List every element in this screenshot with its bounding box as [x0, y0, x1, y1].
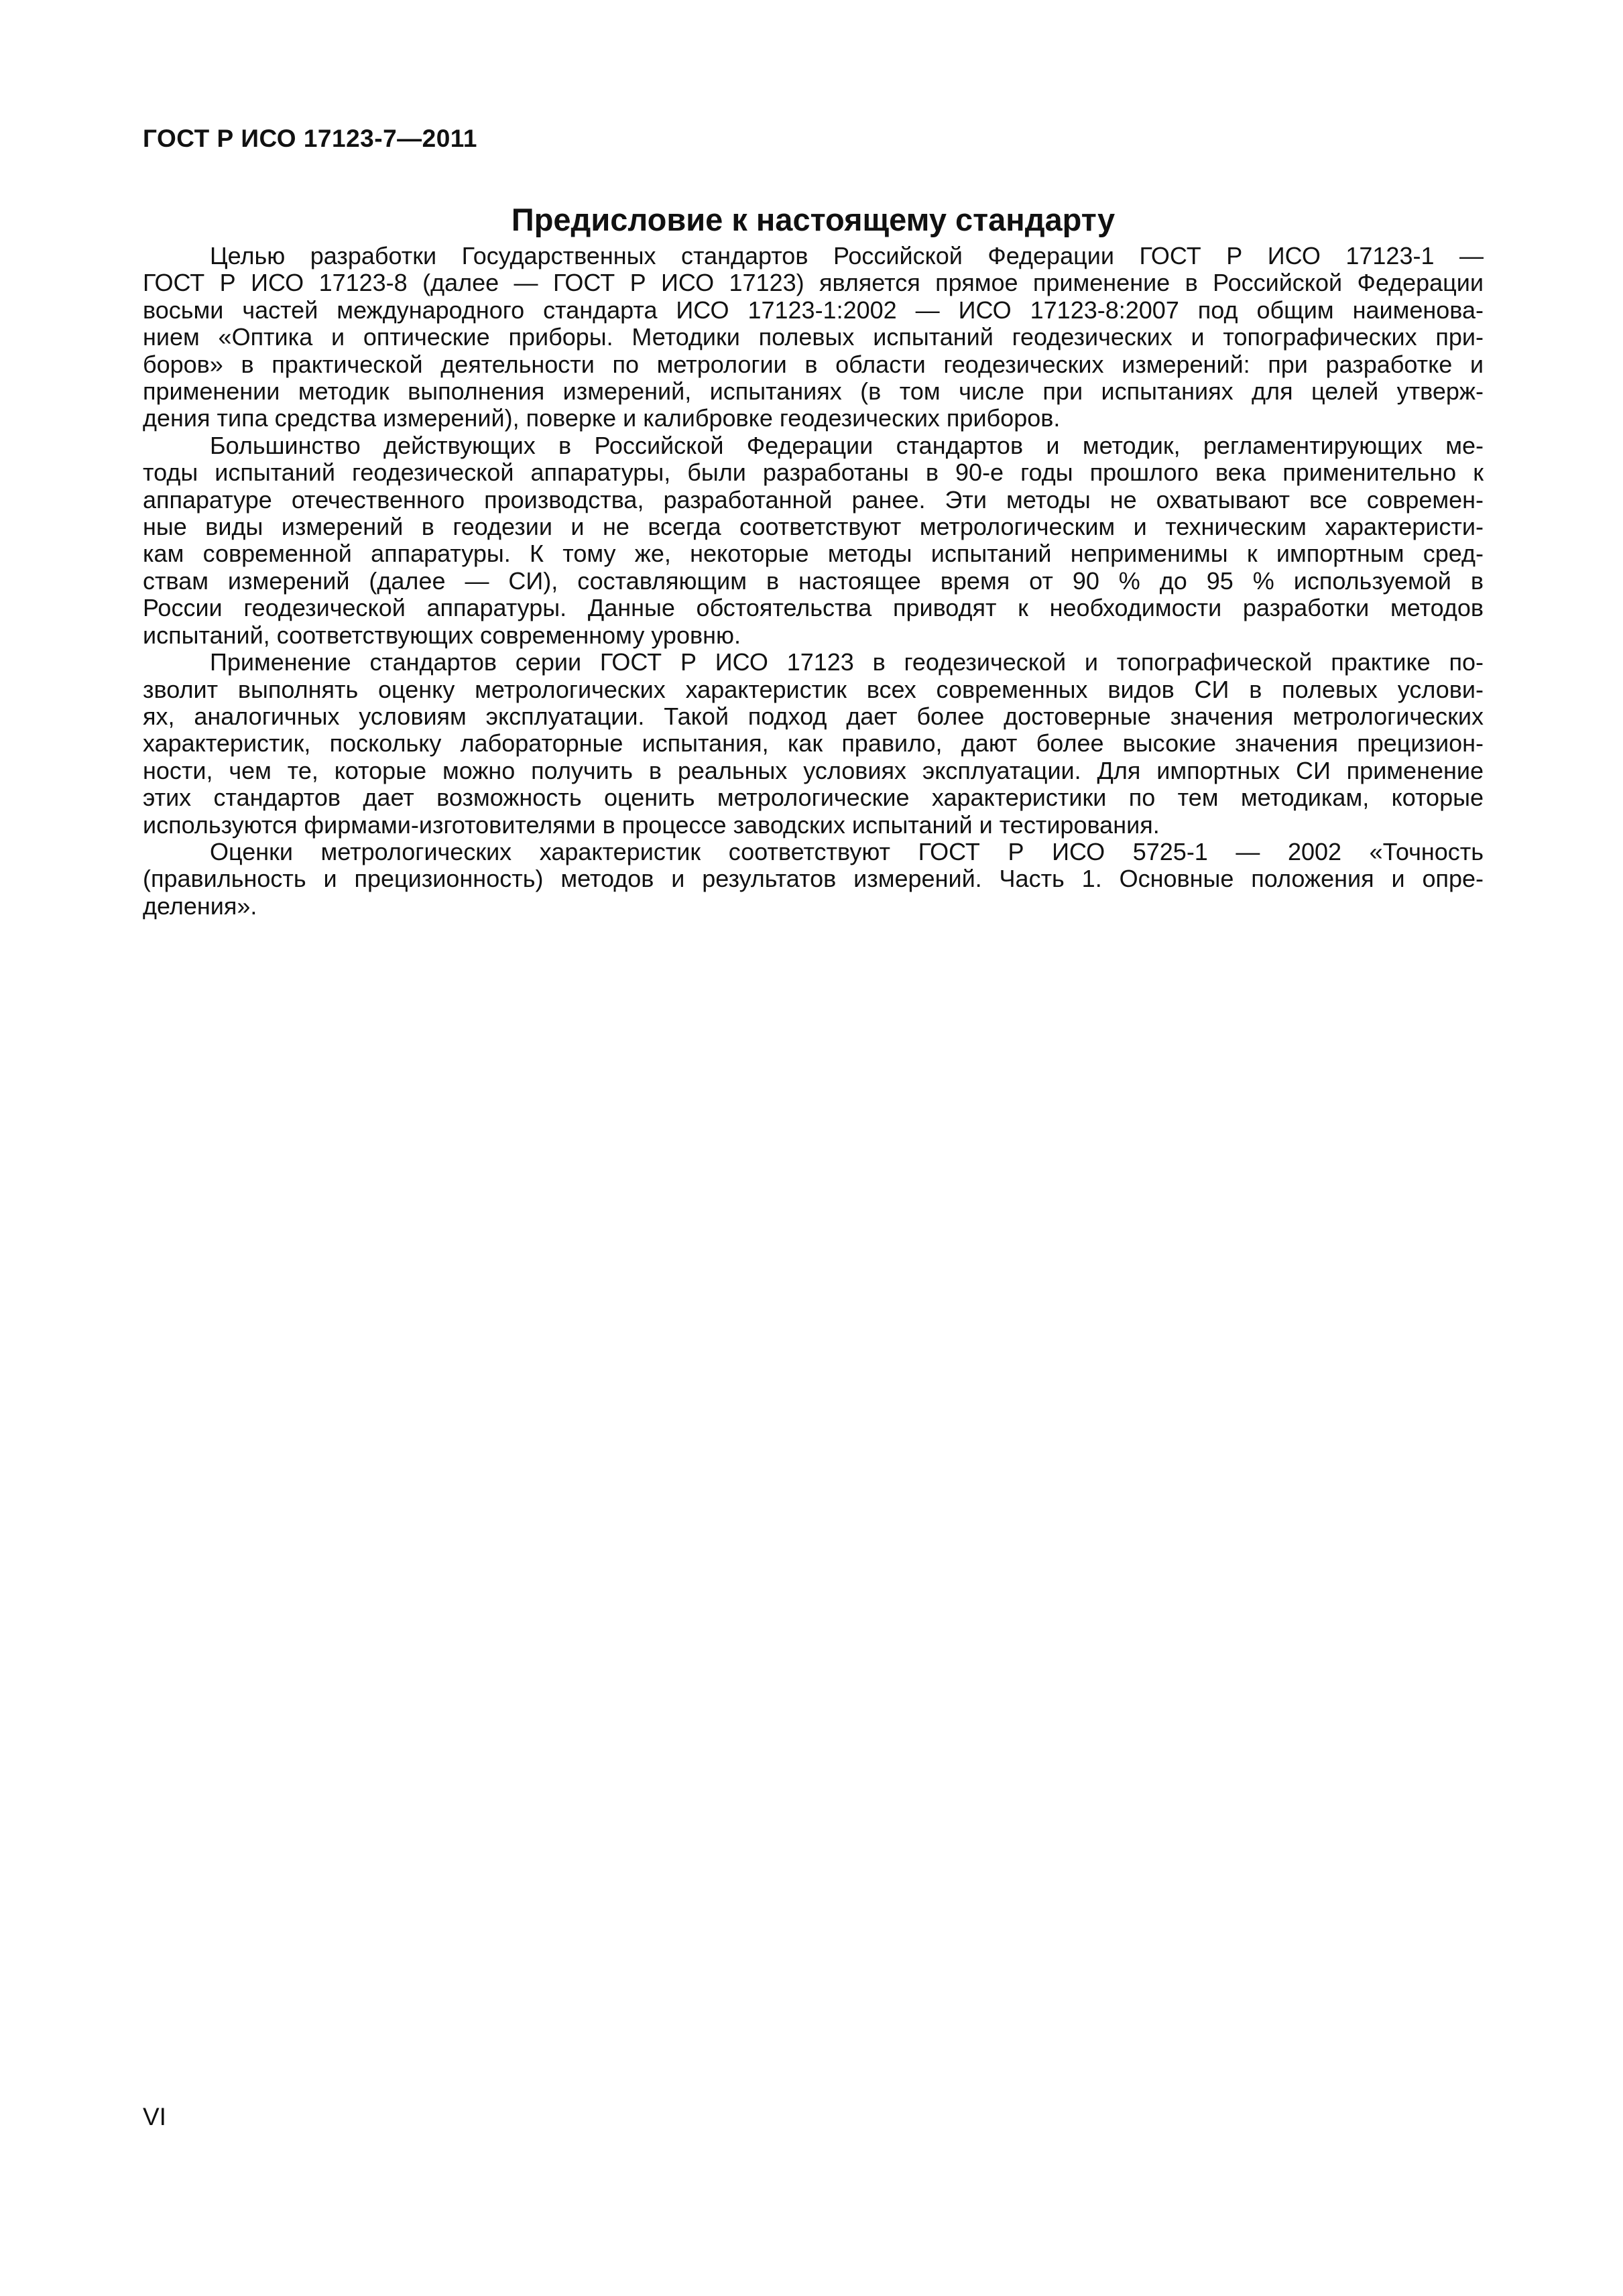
paragraph-line: Оценки метрологических характеристик соответствуют ГОСТ Р ИСО 5725-1 — 2002 «Точность [210, 837, 1484, 865]
paragraph-line: кам современной аппаратуры. К тому же, некоторые методы испытаний неприменимы к импортным сред- [143, 540, 1484, 568]
paragraph-line: дения типа средства измерений), поверке и калибровке геодезических приборов. [143, 404, 1061, 432]
paragraph-line: зволит выполнять оценку метрологических характеристик всех современных видов СИ в полевых услови- [143, 675, 1484, 703]
paragraph-line: ГОСТ Р ИСО 17123-8 (далее — ГОСТ Р ИСО 17123) является прямое применение в Российской Федерации [143, 269, 1484, 297]
paragraph-line: испытаний, соответствующих современному уровню. [143, 621, 741, 649]
page-number: VI [143, 2103, 166, 2130]
paragraph-line: ные виды измерений в геодезии и не всегда соответствуют метрологическим и техническим характеристи- [143, 513, 1484, 541]
paragraph-line: (правильность и прецизионность) методов и результатов измерений. Часть 1. Основные положения и опре- [143, 865, 1484, 893]
document-code: ГОСТ Р ИСО 17123-7—2011 [143, 125, 477, 152]
paragraph-line: ствам измерений (далее — СИ), составляющим в настоящее время от 90 % до 95 % используемой в [143, 566, 1484, 595]
section-title: Предисловие к настоящему стандарту [511, 202, 1116, 237]
paragraph-line: Большинство действующих в Российской Федерации стандартов и методик, регламентирующих ме- [210, 431, 1484, 459]
paragraph-line: ях, аналогичных условиям эксплуатации. Такой подход дает более достоверные значения метрологических [143, 702, 1484, 730]
paragraph-line: аппаратуре отечественного производства, разработанной ранее. Эти методы не охватывают все современ- [143, 485, 1484, 513]
paragraph-line: применении методик выполнения измерений, испытаниях (в том числе при испытаниях для целей утверж- [143, 377, 1484, 406]
body-text [143, 243, 1484, 920]
paragraph-line: восьми частей международного стандарта ИСО 17123-1:2002 — ИСО 17123-8:2007 под общим наименова- [143, 296, 1484, 324]
paragraph-line: нием «Оптика и оптические приборы. Методики полевых испытаний геодезических и топографических при- [143, 323, 1484, 351]
paragraph-line: Целью разработки Государственных стандартов Российской Федерации ГОСТ Р ИСО 17123-1 — [210, 242, 1484, 269]
paragraph-line: тоды испытаний геодезической аппаратуры, были разработаны в 90-е годы прошлого века применительно к [143, 459, 1484, 487]
paragraph-line: боров» в практической деятельности по метрологии в области геодезических измерений: при разработке и [143, 350, 1484, 378]
paragraph-line: используются фирмами-изготовителями в процессе заводских испытаний и тестирования. [143, 810, 1160, 839]
paragraph-line: деления». [143, 892, 257, 920]
paragraph-line: России геодезической аппаратуры. Данные обстоятельства приводят к необходимости разработки методов [143, 594, 1484, 622]
paragraph-line: характеристик, поскольку лабораторные испытания, как правило, дают более высокие значения прецизион- [143, 729, 1484, 758]
paragraph-line: этих стандартов дает возможность оценить метрологические характеристики по тем методикам, которые [143, 784, 1484, 812]
paragraph-line: Применение стандартов серии ГОСТ Р ИСО 17123 в геодезической и топографической практике по- [210, 648, 1484, 676]
paragraph-line: ности, чем те, которые можно получить в реальных условиях эксплуатации. Для импортных СИ применение [143, 756, 1484, 784]
